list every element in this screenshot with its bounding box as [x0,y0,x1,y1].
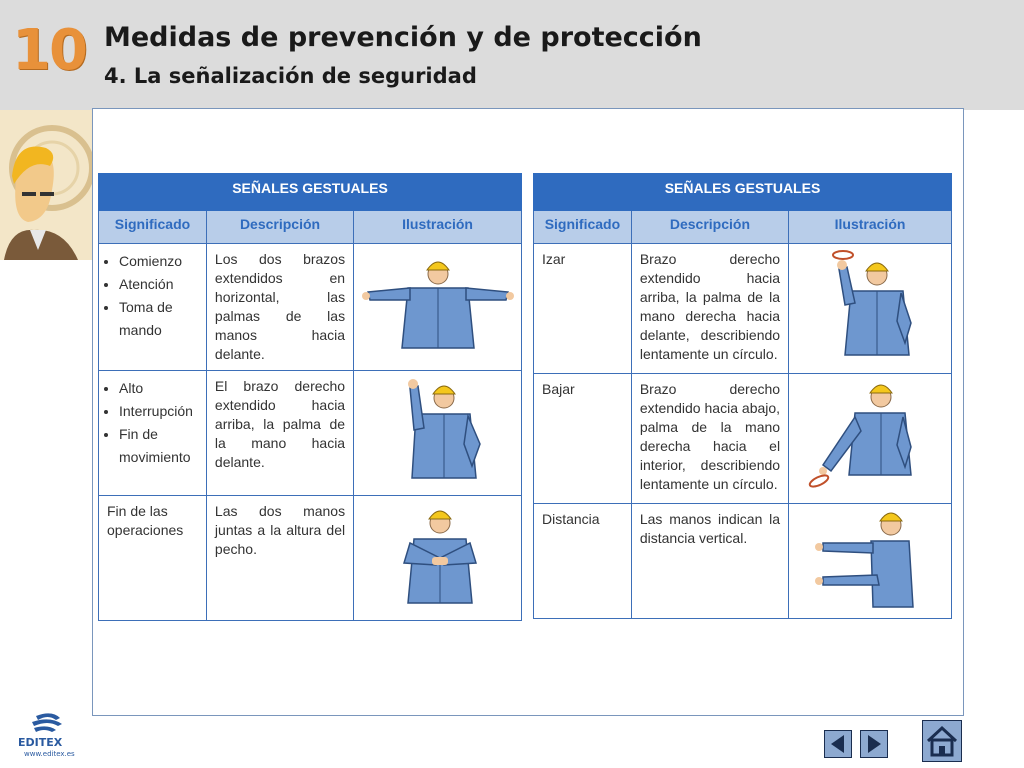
illustration-cell [354,496,522,621]
column-header: Descripción [631,211,788,244]
meaning-cell: Izar [534,244,632,374]
meaning-cell: Distancia [534,504,632,619]
meaning-item: • Atención [119,273,198,296]
description-cell: Brazo derecho extendido hacia arriba, la palma de la mano derecha hacia delante, describiendo lentamente un círculo. [631,244,788,374]
worker-hoist-figure [793,247,948,367]
worker-arm-up-figure [358,374,518,489]
meaning-cell: Bajar [534,374,632,504]
illustration-cell [789,504,952,619]
worker-hands-together-figure [358,499,518,614]
column-header: Significado [534,211,632,244]
meaning-cell: Fin de las operaciones [99,496,207,621]
description-cell: Las dos manos juntas a la altura del pecho. [206,496,353,621]
gestures-table-right [533,173,952,619]
page-subtitle: 4. La señalización de seguridad [104,64,477,88]
home-button[interactable] [922,720,962,762]
meaning-item: • Alto [119,377,198,400]
arrow-right-icon [861,731,887,757]
meaning-item: • Comienzo [119,250,198,273]
previous-slide-button[interactable] [824,730,852,758]
meaning-item: • Interrupción [119,400,198,423]
meaning-item: • Toma de mando [119,296,198,342]
home-icon [923,721,961,761]
illustration-cell [789,374,952,504]
worker-distance-figure [793,505,948,615]
column-header: Descripción [206,211,353,244]
chapter-number: 10 [12,18,86,83]
page-title: Medidas de prevención y de protección [104,22,702,53]
editex-logo-text: EDITEX [18,736,63,749]
illustration-cell [354,244,522,371]
meaning-item: • Fin de movimiento [119,423,198,469]
next-slide-button[interactable] [860,730,888,758]
chapter-illustration [0,110,92,260]
editex-logo-url: www.editex.es [24,750,75,758]
table-title: SEÑALES GESTUALES [534,174,952,211]
meaning-cell [99,244,207,371]
table-title: SEÑALES GESTUALES [99,174,522,211]
column-header: Ilustración [354,211,522,244]
arrow-left-icon [825,731,851,757]
meaning-cell [99,371,207,496]
illustration-cell [789,244,952,374]
column-header: Significado [99,211,207,244]
column-header: Ilustración [789,211,952,244]
gestures-table-left [98,173,522,621]
worker-lower-figure [793,377,948,497]
description-cell: Brazo derecho extendido hacia abajo, palma de la mano derecha hacia el interior, describiendo lentamente un círculo. [631,374,788,504]
illustration-cell [354,371,522,496]
header-bar [0,0,1024,110]
worker-arms-horizontal-figure [358,248,518,363]
description-cell: Los dos brazos extendidos en horizontal, las palmas de las manos hacia delante. [206,244,353,371]
description-cell: El brazo derecho extendido hacia arriba, la palma de la mano hacia delante. [206,371,353,496]
description-cell: Las manos indican la distancia vertical. [631,504,788,619]
